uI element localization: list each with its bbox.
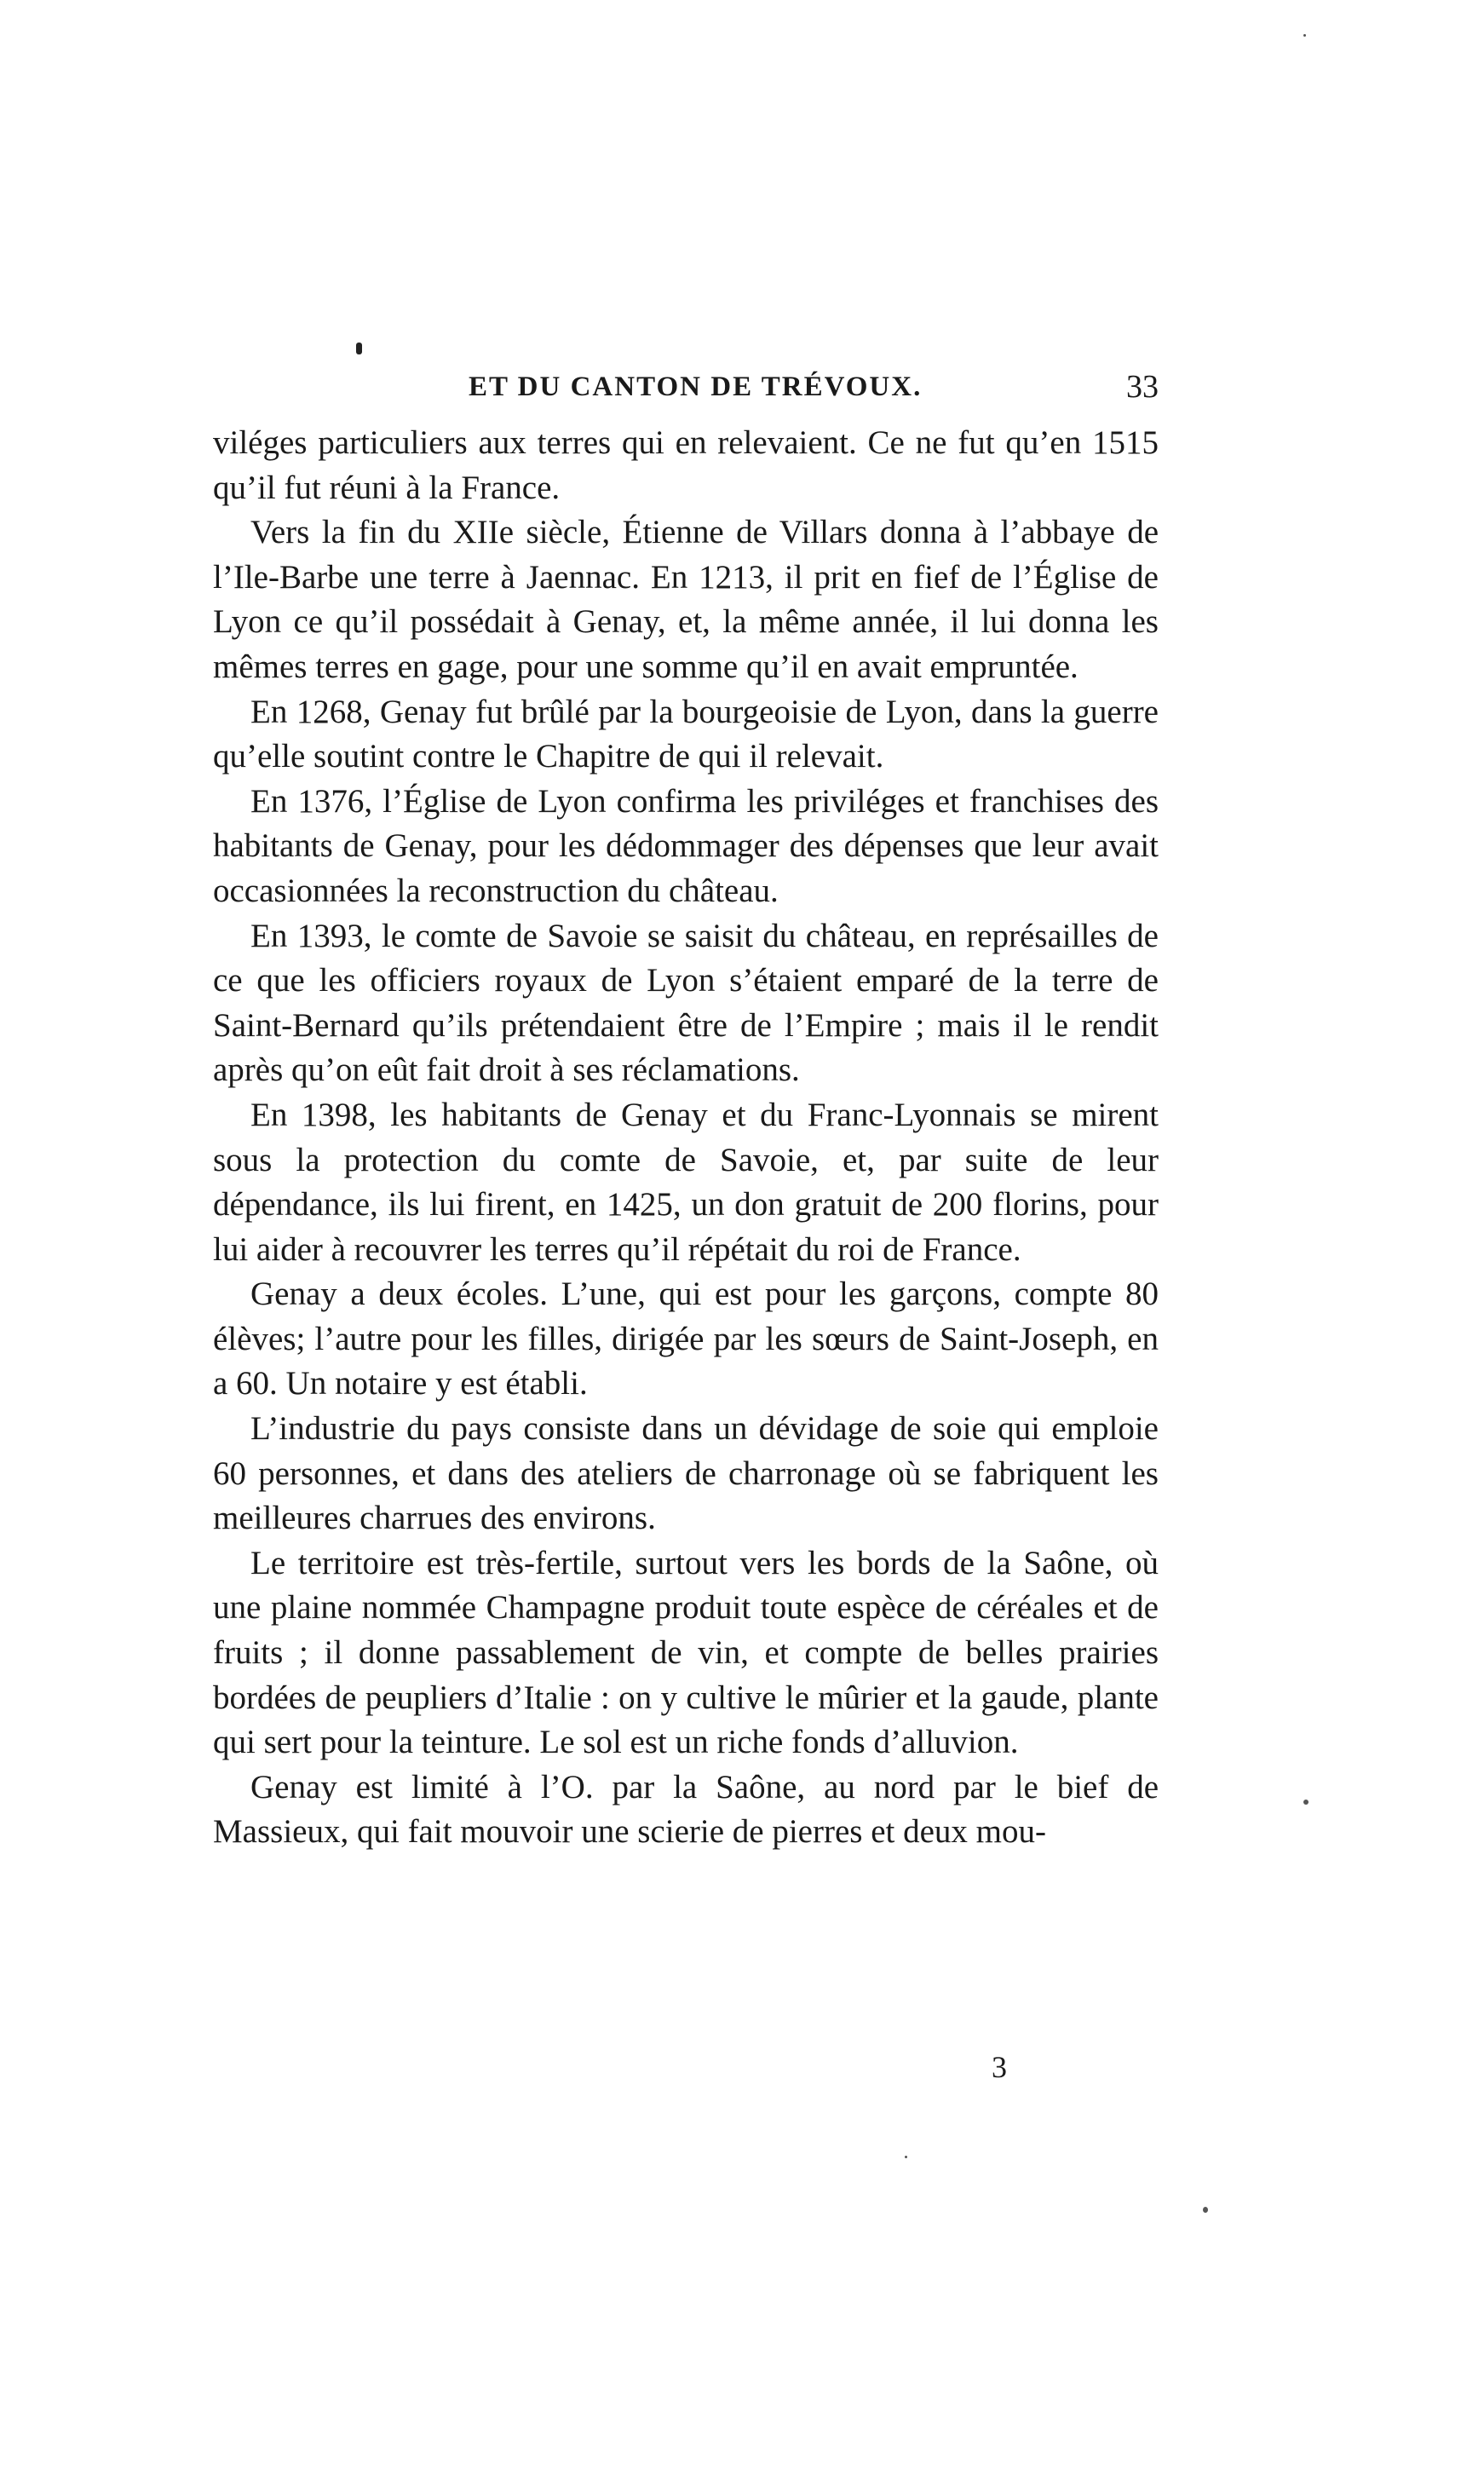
- running-title: ET DU CANTON DE TRÉVOUX.: [469, 371, 923, 402]
- paragraph: En 1376, l’Église de Lyon confirma les priviléges et franchises des habitants de Genay, pour les dédommager des dépenses que leur avait occasionnées la reconstruction du château.: [213, 782, 1159, 909]
- print-speck: [1203, 2207, 1208, 2213]
- paragraph: Genay a deux écoles. L’une, qui est pour les garçons, compte 80 élèves; l’autre pour les filles, dirigée par les sœurs de Saint-Joseph, en a 60. Un notaire y est établi.: [213, 1276, 1159, 1402]
- signature-mark: 3: [992, 2050, 1007, 2084]
- running-header: [213, 365, 1159, 416]
- paragraph: En 1393, le comte de Savoie se saisit du château, en représailles de ce que les officiers royaux de Lyon s’étaient emparé de la terre de Saint-Bernard qu’ils prétendaient être de l’Empire ; mais il le rendit après qu’on eût fait droit à ses réclamations.: [213, 917, 1159, 1089]
- paragraph: Le territoire est très-fertile, surtout vers les bords de la Saône, où une plaine nommée Champagne produit toute espèce de céréales et de fruits ; il donne passablement de vin, et compte de belles prairies bordées de peupliers d’Italie : on y cultive le mûrier et la gaude, plante qui sert pour la teinture. Le sol est un riche fonds d’alluvion.: [213, 1544, 1159, 1761]
- body-text: [213, 421, 1159, 1855]
- print-speck: [1303, 1800, 1309, 1805]
- print-speck: [905, 2156, 907, 2158]
- paragraph: L’industrie du pays consiste dans un dévidage de soie qui emploie 60 personnes, et dans des ateliers de charronage où se fabriquent les meilleures charrues des environs.: [213, 1410, 1159, 1537]
- print-speck: [1303, 34, 1306, 37]
- paragraph: En 1398, les habitants de Genay et du Franc-Lyonnais se mirent sous la protection du comte de Savoie, et, par suite de leur dépendance, ils lui firent, en 1425, un don gratuit de 200 florins, pour lui aider à recouvrer les terres qu’il répétait du roi de France.: [213, 1096, 1159, 1268]
- ornament-mark: [356, 343, 362, 354]
- paragraph: En 1268, Genay fut brûlé par la bourgeoisie de Lyon, dans la guerre qu’elle soutint contre le Chapitre de qui il relevait.: [213, 693, 1159, 775]
- paragraph: Genay est limité à l’O. par la Saône, au nord par le bief de Massieux, qui fait mouvoir une scierie de pierres et deux mou-: [213, 1768, 1159, 1851]
- paragraph: Vers la fin du XIIe siècle, Étienne de Villars donna à l’abbaye de l’Ile-Barbe une terre à Jaennac. En 1213, il prit en fief de l’Église de Lyon ce qu’il possédait à Genay, et, la même année, il lui donna les mêmes terres en gage, pour une somme qu’il en avait empruntée.: [213, 514, 1159, 685]
- page-number: 33: [1126, 369, 1159, 405]
- paragraph: viléges particuliers aux terres qui en relevaient. Ce ne fut qu’en 1515 qu’il fut réuni à la France.: [213, 424, 1159, 506]
